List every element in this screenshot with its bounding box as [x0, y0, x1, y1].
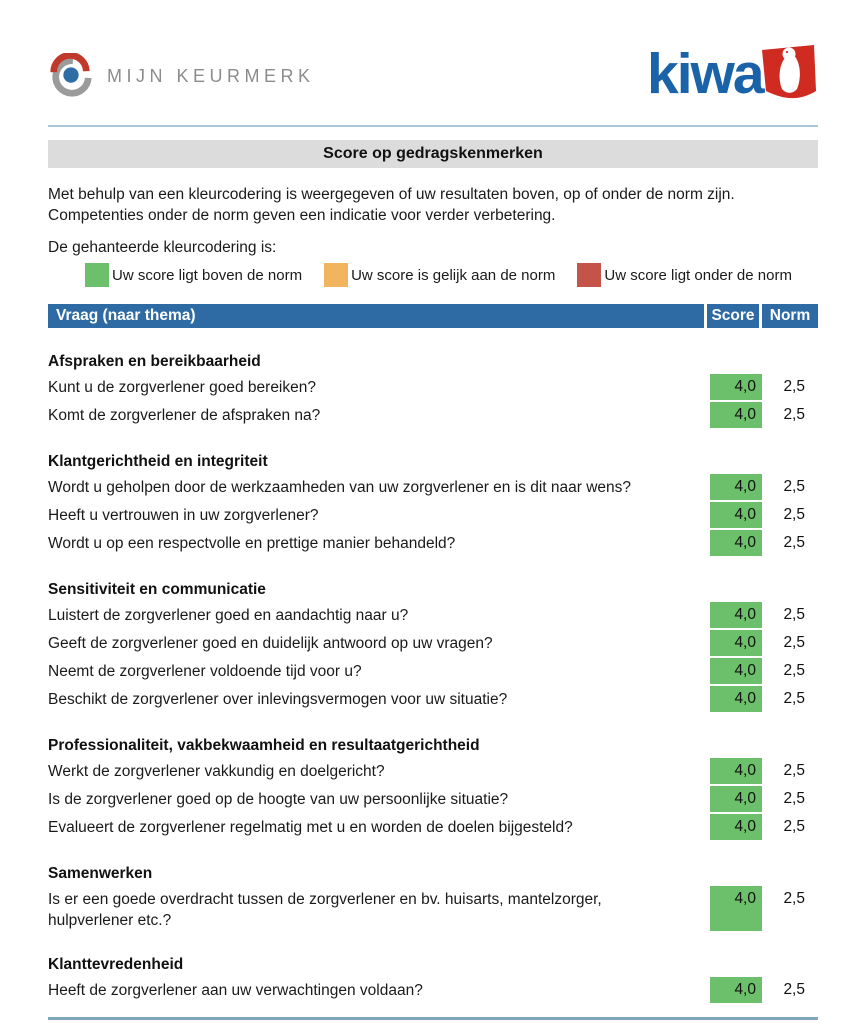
score-cell [710, 758, 762, 784]
score-cell [710, 502, 762, 528]
section-title: Sensitiviteit en communicatie [48, 581, 266, 598]
score-cell [710, 977, 762, 1003]
score-value: 4,0 [734, 506, 756, 523]
norm-value: 2,5 [783, 606, 805, 623]
norm-value: 2,5 [783, 981, 805, 998]
question-text: Luistert de zorgverlener goed en aandachtig naar u? [48, 607, 409, 624]
norm-value: 2,5 [783, 690, 805, 707]
intro-text [48, 184, 818, 226]
score-cell [710, 530, 762, 556]
question-text: Beschikt de zorgverlener over inlevingsvermogen voor uw situatie? [48, 691, 508, 708]
norm-value: 2,5 [783, 406, 805, 423]
norm-value: 2,5 [783, 634, 805, 651]
question-text: Wordt u op een respectvolle en prettige manier behandeld? [48, 535, 456, 552]
table-row [48, 786, 818, 812]
section-title: Professionaliteit, vakbekwaamheid en resultaatgerichtheid [48, 737, 480, 754]
page-title: Score op gedragskenmerken [323, 145, 543, 162]
section-title: Klantgerichtheid en integriteit [48, 453, 268, 470]
score-value: 4,0 [734, 534, 756, 551]
norm-value: 2,5 [783, 890, 805, 907]
legend-label: Uw score is gelijk aan de norm [351, 266, 556, 284]
table-header-row [48, 304, 818, 328]
table-section [48, 580, 818, 712]
mijn-keurmerk-logo [48, 53, 315, 99]
score-cell [710, 374, 762, 400]
question-text: Geeft de zorgverlener goed en duidelijk antwoord op uw vragen? [48, 635, 493, 652]
score-value: 4,0 [734, 406, 756, 423]
score-cell [710, 686, 762, 712]
score-cell [710, 886, 762, 931]
table-row [48, 886, 818, 931]
score-cell [710, 402, 762, 428]
table-row [48, 630, 818, 656]
table-row [48, 814, 818, 840]
score-value: 4,0 [734, 790, 756, 807]
table-row [48, 530, 818, 556]
score-cell [710, 602, 762, 628]
question-text: Evalueert de zorgverlener regelmatig met u en worden de doelen bijgesteld? [48, 819, 573, 836]
table-row [48, 402, 818, 428]
norm-value: 2,5 [783, 478, 805, 495]
score-cell [710, 630, 762, 656]
table-row [48, 474, 818, 500]
norm-value: 2,5 [783, 378, 805, 395]
question-text: Is de zorgverlener goed op de hoogte van uw persoonlijke situatie? [48, 791, 509, 808]
score-value: 4,0 [734, 818, 756, 835]
kiwa-logo-graphic [650, 43, 818, 105]
kiwa-logo [650, 43, 818, 110]
legend-label: Uw score ligt boven de norm [112, 266, 303, 284]
score-value: 4,0 [734, 478, 756, 495]
table-section [48, 352, 818, 428]
question-text: Wordt u geholpen door de werkzaamheden van uw zorgverlener en is dit naar wens? [48, 479, 632, 496]
column-header-question: Vraag (naar thema) [48, 304, 704, 328]
page-header [48, 0, 818, 108]
legend-intro: De gehanteerde kleurcodering is: [48, 239, 277, 256]
column-header-score: Score [707, 304, 759, 328]
kiwa-wordmark: kiwa [650, 42, 763, 105]
orange-swatch-icon [324, 263, 348, 287]
table-row [48, 686, 818, 712]
question-text: Kunt u de zorgverlener goed bereiken? [48, 379, 316, 396]
section-title: Klanttevredenheid [48, 956, 184, 973]
score-cell [710, 814, 762, 840]
section-title: Afspraken en bereikbaarheid [48, 353, 261, 370]
norm-value: 2,5 [783, 506, 805, 523]
score-value: 4,0 [734, 634, 756, 651]
legend-item-equal-norm [324, 263, 555, 287]
table-section [48, 736, 818, 840]
table-section [48, 955, 818, 1003]
norm-value: 2,5 [783, 790, 805, 807]
question-text: Is er een goede overdracht tussen de zorgverlener en bv. huisarts, mantelzorger, hulpverlener etc.? [48, 891, 602, 929]
norm-value: 2,5 [783, 662, 805, 679]
section-title-bar [48, 140, 818, 168]
column-header-norm: Norm [762, 304, 818, 328]
norm-value: 2,5 [783, 762, 805, 779]
top-divider [48, 125, 818, 127]
intro-line-1: Met behulp van een kleurcodering is weergegeven of uw resultaten boven, op of onder de norm zijn. [48, 186, 735, 203]
score-cell [710, 786, 762, 812]
score-value: 4,0 [734, 981, 756, 998]
score-cell [710, 474, 762, 500]
table-row [48, 502, 818, 528]
color-legend [48, 263, 818, 287]
section-title: Samenwerken [48, 865, 153, 882]
norm-value: 2,5 [783, 534, 805, 551]
question-text: Komt de zorgverlener de afspraken na? [48, 407, 321, 424]
legend-label: Uw score ligt onder de norm [604, 266, 792, 284]
intro-line-2: Competenties onder de norm geven een indicatie voor verder verbetering. [48, 207, 556, 224]
norm-value: 2,5 [783, 818, 805, 835]
brand-name: MIJN KEURMERK [107, 65, 315, 86]
score-value: 4,0 [734, 762, 756, 779]
score-value: 4,0 [734, 690, 756, 707]
legend-item-above-norm [85, 263, 302, 287]
score-value: 4,0 [734, 662, 756, 679]
table-row [48, 658, 818, 684]
table-section [48, 864, 818, 931]
table-row [48, 374, 818, 400]
question-text: Werkt de zorgverlener vakkundig en doelgericht? [48, 763, 385, 780]
question-text: Heeft de zorgverlener aan uw verwachtingen voldaan? [48, 982, 423, 999]
red-swatch-icon [577, 263, 601, 287]
question-text: Heeft u vertrouwen in uw zorgverlener? [48, 507, 319, 524]
bottom-divider [48, 1017, 818, 1020]
score-value: 4,0 [734, 890, 756, 907]
mijn-keurmerk-swirl-icon [48, 53, 94, 99]
table-row [48, 977, 818, 1003]
green-swatch-icon [85, 263, 109, 287]
legend-item-below-norm [577, 263, 792, 287]
table-row [48, 602, 818, 628]
score-value: 4,0 [734, 378, 756, 395]
score-value: 4,0 [734, 606, 756, 623]
table-section [48, 452, 818, 556]
score-cell [710, 658, 762, 684]
table-row [48, 758, 818, 784]
question-text: Neemt de zorgverlener voldoende tijd voor u? [48, 663, 362, 680]
